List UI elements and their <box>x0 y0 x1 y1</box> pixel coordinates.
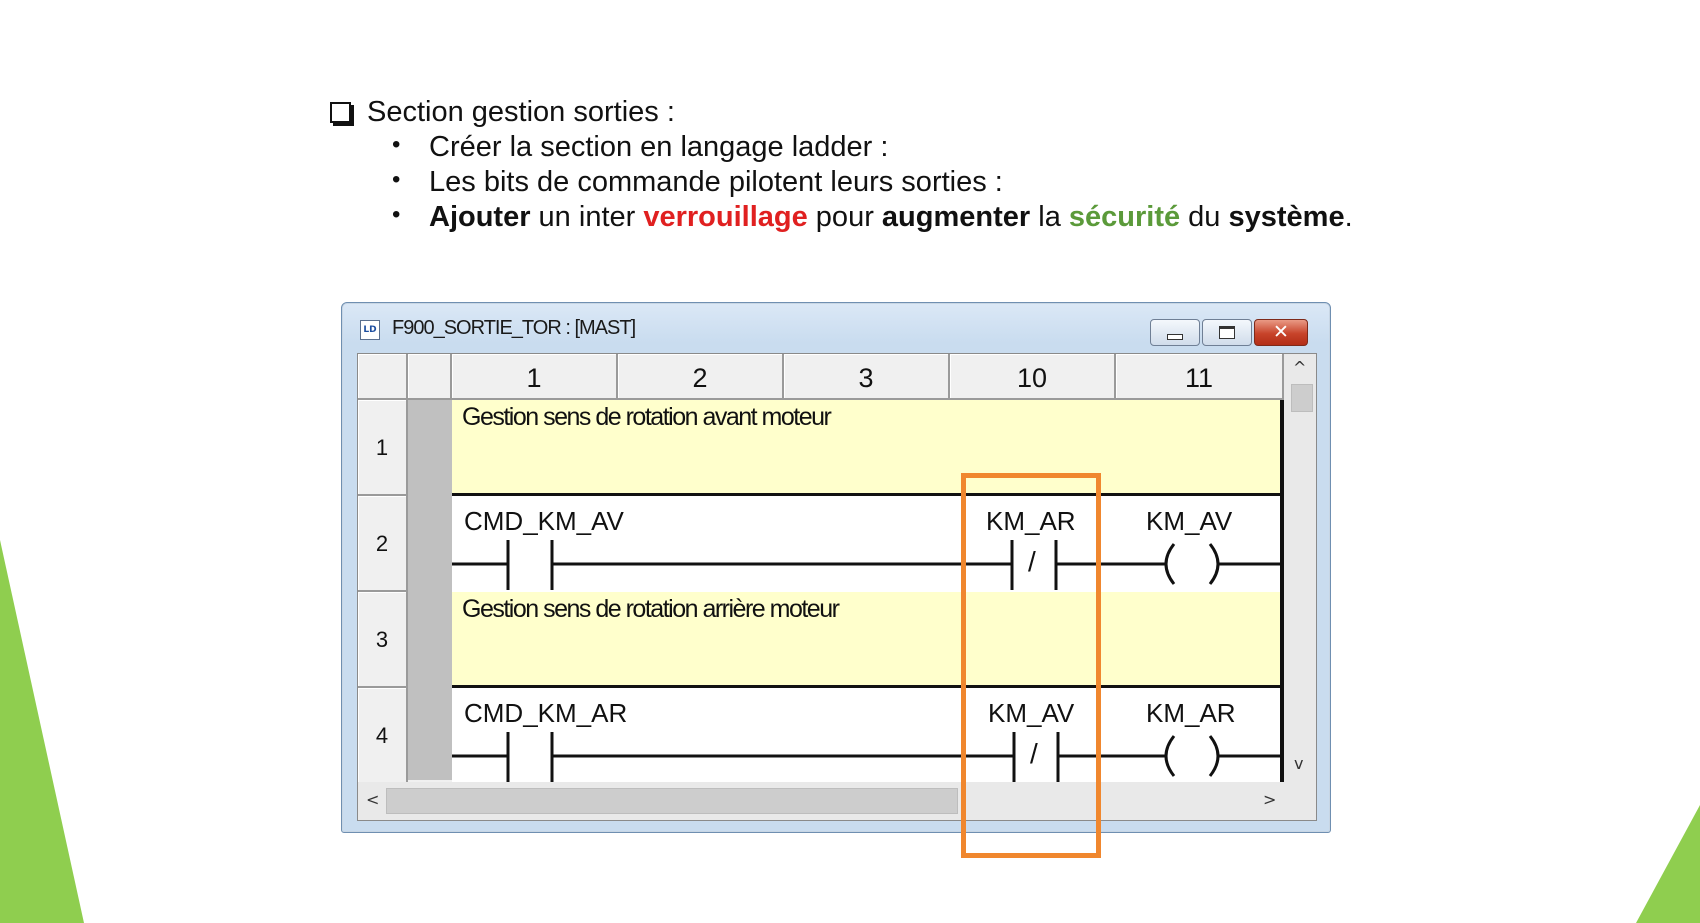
bold-word: augmenter <box>881 201 1031 233</box>
column-header[interactable]: 2 <box>618 354 784 400</box>
nc-slash-icon: / <box>1028 546 1036 577</box>
bullet-heading-line <box>330 96 675 129</box>
bullet-heading: Section gestion sorties : <box>367 96 675 128</box>
title-bar[interactable] <box>342 303 1330 353</box>
row-header[interactable]: 4 <box>358 688 408 784</box>
bullet-item-text: Créer la section en langage ladder : <box>429 131 889 163</box>
bullet-dot-icon: • <box>392 131 401 158</box>
comment-cell[interactable]: Gestion sens de rotation arrière moteur <box>452 592 1280 688</box>
contact-nc-label: KM_AR <box>986 506 1076 536</box>
column-header[interactable]: 11 <box>1116 354 1284 400</box>
contact-nc-label: KM_AV <box>988 698 1075 728</box>
word: pour <box>807 201 882 233</box>
row-header[interactable]: 3 <box>358 592 408 688</box>
red-word: verrouillage <box>643 201 808 233</box>
coil-label: KM_AR <box>1146 698 1236 728</box>
maximize-icon <box>1219 326 1235 339</box>
bold-word: système <box>1228 201 1345 233</box>
horizontal-scroll-thumb[interactable] <box>386 788 958 814</box>
contact-no-label: CMD_KM_AV <box>464 506 624 536</box>
word: la <box>1030 201 1069 233</box>
nc-slash-icon: / <box>1030 738 1038 769</box>
contact-no-label: CMD_KM_AR <box>464 698 628 728</box>
interlock-highlight-box <box>961 473 1101 858</box>
bullet-item <box>392 166 1003 199</box>
bullet-dot-icon: • <box>392 201 401 228</box>
scroll-down-icon[interactable]: v <box>1294 754 1304 773</box>
bullet-item-text: Les bits de commande pilotent leurs sorties : <box>429 166 1003 198</box>
bold-word: Ajouter <box>429 201 531 233</box>
grid-corner <box>358 354 408 400</box>
bullet-item-rich-text <box>429 201 1353 233</box>
vertical-scroll-thumb[interactable] <box>1291 384 1313 412</box>
scroll-up-icon[interactable]: ^ <box>1293 358 1307 377</box>
rung-wiring <box>452 688 1280 782</box>
minimize-button[interactable] <box>1150 319 1200 346</box>
ladder-rung[interactable] <box>452 688 1280 782</box>
bullet-dot-icon: • <box>392 166 401 193</box>
maximize-button[interactable] <box>1202 319 1252 346</box>
scroll-right-icon[interactable]: > <box>1263 790 1277 809</box>
close-icon: ✕ <box>1273 321 1289 343</box>
ladder-grid[interactable] <box>452 400 1280 782</box>
resize-grip-icon[interactable] <box>1284 782 1316 820</box>
left-gutter <box>408 400 452 780</box>
scroll-left-icon[interactable]: < <box>366 790 380 809</box>
word: du <box>1180 201 1229 233</box>
word: . <box>1344 201 1353 233</box>
coil-label: KM_AV <box>1146 506 1233 536</box>
comment-cell[interactable]: Gestion sens de rotation avant moteur <box>452 400 1280 496</box>
row-header[interactable]: 2 <box>358 496 408 592</box>
ladder-rung[interactable] <box>452 496 1280 595</box>
vertical-scrollbar[interactable] <box>1284 354 1316 782</box>
ladder-editor-window <box>341 302 1331 833</box>
column-header[interactable]: 10 <box>950 354 1116 400</box>
row-header[interactable]: 1 <box>358 400 408 496</box>
minimize-icon <box>1167 334 1183 340</box>
close-button[interactable] <box>1254 319 1308 346</box>
ladder-app-icon: LD <box>360 320 380 340</box>
gutter-header <box>408 354 452 400</box>
word: un inter <box>530 201 644 233</box>
column-header[interactable]: 1 <box>452 354 618 400</box>
green-word: sécurité <box>1068 201 1181 233</box>
bullet-item <box>392 201 1353 234</box>
bullet-item <box>392 131 888 164</box>
horizontal-scrollbar[interactable] <box>358 782 1284 820</box>
ladder-grid-area <box>357 353 1317 821</box>
rung-wiring <box>452 496 1280 592</box>
window-title: F900_SORTIE_TOR : [MAST] <box>392 317 636 339</box>
column-header[interactable]: 3 <box>784 354 950 400</box>
checkbox-bullet-icon <box>330 102 351 123</box>
